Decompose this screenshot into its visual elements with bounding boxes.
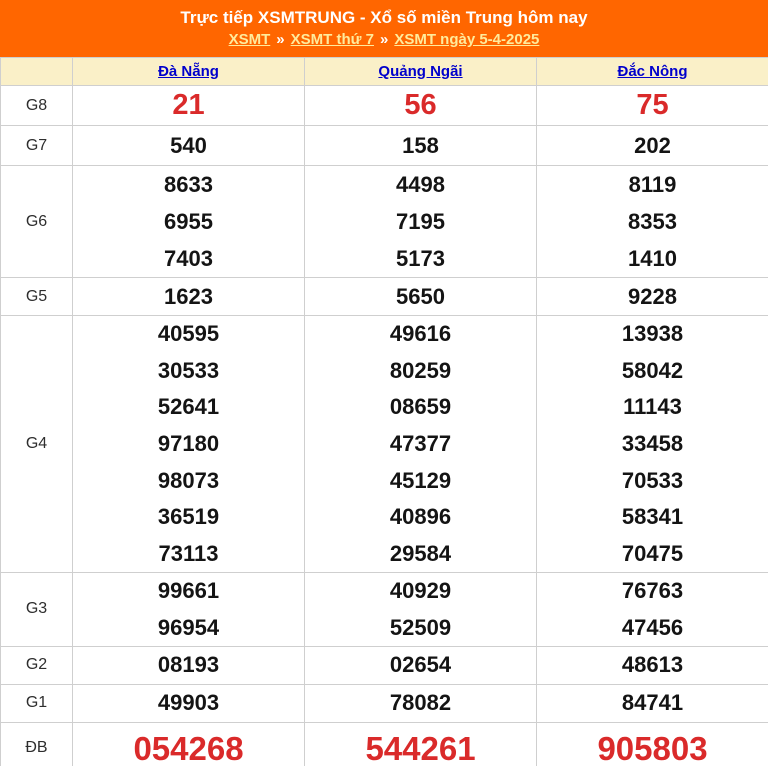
result-cell-G4-col0 [73, 316, 305, 573]
results-table-body [1, 86, 768, 766]
prize-row-ĐB [1, 722, 768, 766]
result-cell-G6-col0 [73, 166, 305, 278]
result-number: 78082 [389, 690, 452, 716]
result-cell-G8-col1 [305, 86, 537, 126]
result-number: 76763 [621, 578, 684, 604]
prize-label-G6: G6 [1, 166, 73, 278]
province-link-1[interactable]: Quảng Ngãi [378, 62, 463, 80]
page-header [0, 0, 768, 57]
result-number: 8633 [164, 171, 213, 197]
result-number: 7403 [164, 245, 213, 271]
result-number: 33458 [621, 430, 684, 456]
result-cell-G1-col2 [537, 684, 768, 722]
result-number: 4498 [396, 171, 445, 197]
result-cell-ĐB-col2 [537, 722, 768, 766]
result-number: 58042 [621, 357, 684, 383]
result-number: 5650 [396, 283, 445, 309]
prize-row-G7 [1, 126, 768, 166]
prize-row-G1 [1, 684, 768, 722]
result-number: 1410 [628, 245, 677, 271]
prize-row-G3 [1, 572, 768, 646]
result-number: 97180 [157, 430, 220, 456]
result-cell-G8-col0 [73, 86, 305, 126]
result-number: 8119 [628, 171, 677, 197]
result-cell-G7-col2 [537, 126, 768, 166]
result-cell-G2-col1 [305, 646, 537, 684]
results-table-head [1, 58, 768, 86]
result-number: 202 [634, 132, 671, 158]
result-number: 70475 [621, 540, 684, 566]
prize-label-G4: G4 [1, 316, 73, 573]
result-number: 49616 [389, 321, 452, 347]
result-number: 98073 [157, 467, 220, 493]
province-header-1 [305, 58, 537, 86]
result-cell-G2-col2 [537, 646, 768, 684]
result-cell-G5-col2 [537, 278, 768, 316]
result-number: 84741 [621, 690, 684, 716]
result-cell-G5-col0 [73, 278, 305, 316]
result-number: 7195 [396, 208, 445, 234]
result-number: 47377 [389, 430, 452, 456]
result-cell-G6-col2 [537, 166, 768, 278]
result-number: 70533 [621, 467, 684, 493]
prize-row-G4 [1, 316, 768, 573]
breadcrumb [229, 31, 540, 48]
result-number: 47456 [621, 614, 684, 640]
result-number: 08193 [157, 652, 220, 678]
prize-label-G8: G8 [1, 86, 73, 126]
result-number: 08659 [389, 394, 452, 420]
result-cell-G1-col0 [73, 684, 305, 722]
results-table [0, 57, 768, 766]
result-cell-G1-col1 [305, 684, 537, 722]
result-number: 8353 [628, 208, 677, 234]
result-number: 02654 [389, 652, 452, 678]
result-number: 29584 [389, 540, 452, 566]
result-cell-G3-col1 [305, 572, 537, 646]
prize-label-G5: G5 [1, 278, 73, 316]
province-link-0[interactable]: Đà Nẵng [158, 62, 219, 80]
result-number: 11143 [623, 394, 682, 420]
result-number: 540 [170, 132, 207, 158]
result-number: 99661 [157, 578, 220, 604]
result-cell-G7-col1 [305, 126, 537, 166]
corner-cell [1, 58, 73, 86]
result-number: 96954 [157, 614, 220, 640]
result-number: 054268 [133, 729, 244, 766]
result-cell-G7-col0 [73, 126, 305, 166]
breadcrumb-separator: » [276, 30, 285, 48]
result-cell-G3-col0 [73, 572, 305, 646]
result-number: 544261 [365, 729, 476, 766]
result-number: 73113 [158, 540, 219, 566]
result-number: 56 [404, 89, 437, 121]
result-number: 40896 [389, 504, 452, 530]
breadcrumb-separator: » [379, 30, 389, 48]
province-link-2[interactable]: Đắc Nông [617, 62, 688, 80]
result-number: 30533 [157, 357, 220, 383]
result-number: 21 [172, 89, 205, 121]
result-number: 45129 [389, 467, 452, 493]
result-number: 48613 [621, 652, 684, 678]
breadcrumb-link-2[interactable]: XSMT ngày 5-4-2025 [394, 30, 540, 48]
result-number: 80259 [389, 357, 452, 383]
result-number: 158 [402, 132, 439, 158]
result-cell-G5-col1 [305, 278, 537, 316]
prize-row-G5 [1, 278, 768, 316]
result-number: 52509 [389, 614, 452, 640]
breadcrumb-link-0[interactable]: XSMT [228, 30, 271, 48]
result-number: 13938 [621, 321, 684, 347]
prize-label-G3: G3 [1, 572, 73, 646]
prize-row-G8 [1, 86, 768, 126]
page-title: Trực tiếp XSMTRUNG - Xổ số miền Trung hôm nay [180, 8, 588, 28]
result-cell-G6-col1 [305, 166, 537, 278]
province-header-2 [537, 58, 768, 86]
result-number: 58341 [621, 504, 684, 530]
result-number: 905803 [597, 729, 708, 766]
result-number: 36519 [157, 504, 220, 530]
result-number: 40929 [389, 578, 452, 604]
province-header-0 [73, 58, 305, 86]
result-number: 52641 [157, 394, 220, 420]
breadcrumb-link-1[interactable]: XSMT thứ 7 [290, 30, 374, 48]
result-number: 40595 [157, 321, 220, 347]
result-cell-G4-col1 [305, 316, 537, 573]
result-cell-G4-col2 [537, 316, 768, 573]
province-header-row [1, 58, 768, 86]
prize-label-G2: G2 [1, 646, 73, 684]
result-cell-G8-col2 [537, 86, 768, 126]
result-cell-G2-col0 [73, 646, 305, 684]
result-number: 49903 [157, 690, 220, 716]
prize-row-G6 [1, 166, 768, 278]
prize-label-ĐB: ĐB [1, 722, 73, 766]
prize-row-G2 [1, 646, 768, 684]
prize-label-G1: G1 [1, 684, 73, 722]
result-cell-ĐB-col1 [305, 722, 537, 766]
result-cell-G3-col2 [537, 572, 768, 646]
result-number: 5173 [396, 245, 445, 271]
result-cell-ĐB-col0 [73, 722, 305, 766]
result-number: 9228 [628, 283, 677, 309]
prize-label-G7: G7 [1, 126, 73, 166]
result-number: 6955 [164, 208, 213, 234]
result-number: 1623 [164, 283, 213, 309]
result-number: 75 [636, 89, 669, 121]
